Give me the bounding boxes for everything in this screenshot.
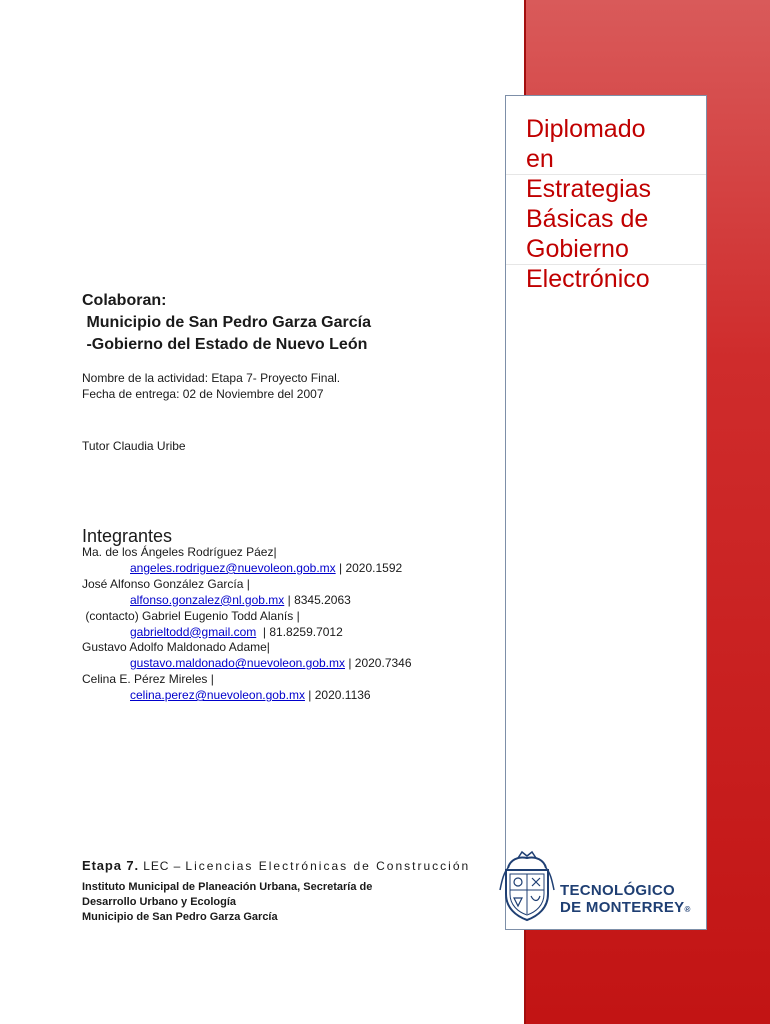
activity-info <box>82 370 340 402</box>
cover-title-line: Electrónico <box>526 265 650 293</box>
member-contact <box>82 561 412 577</box>
stage-line <box>82 858 502 874</box>
cover-title-line: en <box>526 145 554 173</box>
institution-line: Desarrollo Urbano y Ecología <box>82 896 237 908</box>
cover-title <box>526 114 701 294</box>
logo-wordmark <box>560 882 691 918</box>
members-heading: Integrantes <box>82 526 173 546</box>
cover-title-line: Gobierno <box>526 235 629 263</box>
activity-name: Nombre de la actividad: Etapa 7- Proyecto Final. <box>82 371 341 385</box>
cover-title-line: Básicas de <box>526 205 649 233</box>
cover-title-line: Diplomado <box>526 115 646 143</box>
member-name: José Alfonso González García | <box>82 576 250 591</box>
member-email-link[interactable]: gabrieltodd@gmail.com <box>130 624 257 639</box>
member-item <box>82 640 412 672</box>
logo-line <box>560 899 691 918</box>
member-phone: | 2020.7346 <box>345 656 412 671</box>
member-item <box>82 577 412 609</box>
logo-line-text: DE MONTERREY <box>560 899 685 916</box>
member-name: Ma. de los Ángeles Rodríguez Páez| <box>82 545 277 559</box>
tec-monterrey-logo <box>498 848 708 928</box>
member-phone: | 2020.1592 <box>335 560 403 575</box>
member-email-link[interactable]: alfonso.gonzalez@nl.gob.mx <box>130 592 285 607</box>
member-name: (contacto) Gabriel Eugenio Todd Alanís | <box>82 608 300 623</box>
collaborators-heading: Colaboran: <box>82 292 167 309</box>
member-name: Gustavo Adolfo Maldonado Adame| <box>82 640 270 655</box>
institution-line: Municipio de San Pedro Garza García <box>82 911 278 923</box>
stage-label: Etapa 7. <box>82 858 140 873</box>
member-email-link[interactable]: angeles.rodriguez@nuevoleon.gob.mx <box>130 560 336 575</box>
member-item <box>82 609 412 641</box>
member-contact <box>82 625 412 641</box>
member-email-link[interactable]: gustavo.maldonado@nuevoleon.gob.mx <box>130 656 345 671</box>
institution-line: Instituto Municipal de Planeación Urbana, Secretaría de <box>82 881 373 893</box>
title-box <box>505 95 707 930</box>
logo-line: TECNOLÓGICO <box>560 882 675 899</box>
member-contact <box>82 688 412 704</box>
institution-lines <box>82 880 502 925</box>
shield-seal-icon <box>498 850 556 922</box>
members-list <box>82 545 412 704</box>
collaborator-line: Municipio de San Pedro Garza García <box>82 314 371 331</box>
collaborator-line: -Gobierno del Estado de Nuevo León <box>82 336 368 353</box>
member-item <box>82 672 412 704</box>
footer-block <box>82 858 502 925</box>
registered-mark: ® <box>684 905 691 914</box>
delivery-date: Fecha de entrega: 02 de Noviembre del 2007 <box>82 387 324 401</box>
member-phone: | 8345.2063 <box>284 592 351 607</box>
collaborators-block <box>82 290 371 356</box>
member-email-link[interactable]: celina.perez@nuevoleon.gob.mx <box>130 688 305 703</box>
tutor-line: Tutor Claudia Uribe <box>82 439 186 453</box>
member-name: Celina E. Pérez Mireles | <box>82 672 214 687</box>
member-phone: | 2020.1136 <box>304 688 371 703</box>
member-contact <box>82 593 412 609</box>
member-contact <box>82 656 412 672</box>
cover-title-line: Estrategias <box>526 175 652 203</box>
stage-description: Licencias Electrónicas de Construcción <box>185 859 471 873</box>
member-phone: | 81.8259.7012 <box>256 624 343 639</box>
member-item <box>82 545 412 577</box>
stage-code: LEC – <box>139 859 186 873</box>
